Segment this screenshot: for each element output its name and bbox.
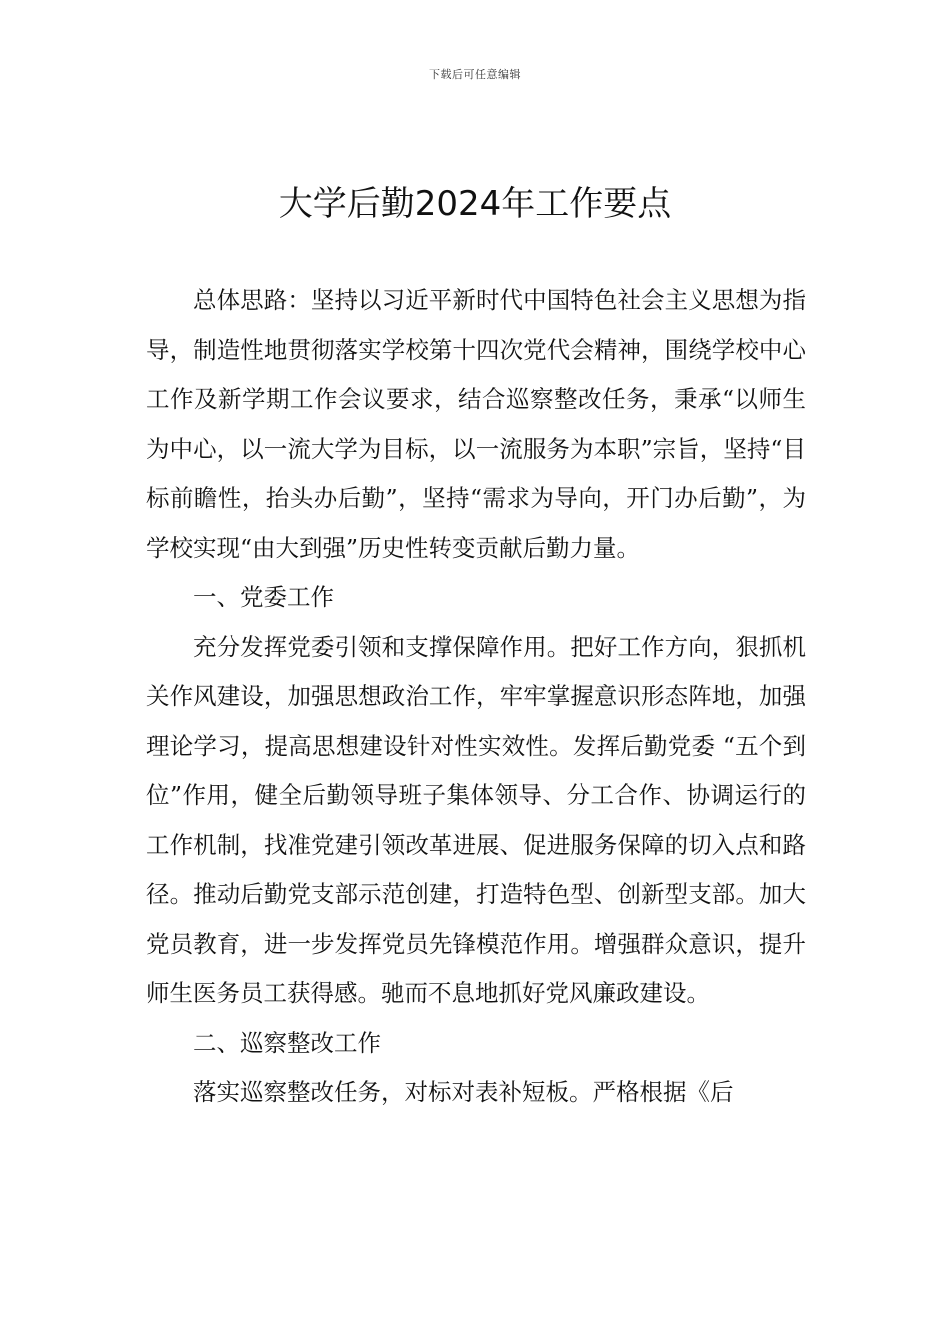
paragraph-inspection-rectification: 落实巡察整改任务，对标对表补短板。严格根据《后 [193, 1078, 734, 1106]
document-body [146, 276, 806, 1118]
paragraph-party-committee: 充分发挥党委引领和支撑保障作用。把好工作方向，狠抓机关作风建设，加强思想政治工作，牢牢掌握意识形态阵地，加强理论学习，提高思想建设针对性实效性。发挥后勤党委 “五个到位”作用，健全后勤领导班子集体领导、分工合作、协调运行的工作机制，找准党建引领改革进展、促进服务保障的切入点和路径。推动后勤党支部示范创建，打造特色型、创新型支部。加大党员教育，进一步发挥党员先锋模范作用。增强群众意识，提升师生医务员工获得感。驰而不息地抓好党风廉政建设。 [146, 632, 806, 1007]
section-heading-inspection-rectification: 二、巡察整改工作 [193, 1028, 381, 1057]
section-heading-party-committee: 一、党委工作 [193, 583, 334, 611]
header-note: 下载后可任意编辑 [429, 68, 521, 81]
document-title: 大学后勤2024年工作要点 [278, 184, 672, 224]
paragraph-overall-approach: 总体思路：坚持以习近平新时代中国特色社会主义思想为指导，制造性地贯彻落实学校第十四次党代会精神，围绕学校中心工作及新学期工作会议要求，结合巡察整改任务，秉承“以师生为中心，以一流大学为目标，以一流服务为本职”宗旨，坚持“目标前瞻性，抬头办后勤”，坚持“需求为导向，开门办后勤”，为学校实现“由大到强”历史性转变贡献后勤力量。 [146, 286, 806, 562]
